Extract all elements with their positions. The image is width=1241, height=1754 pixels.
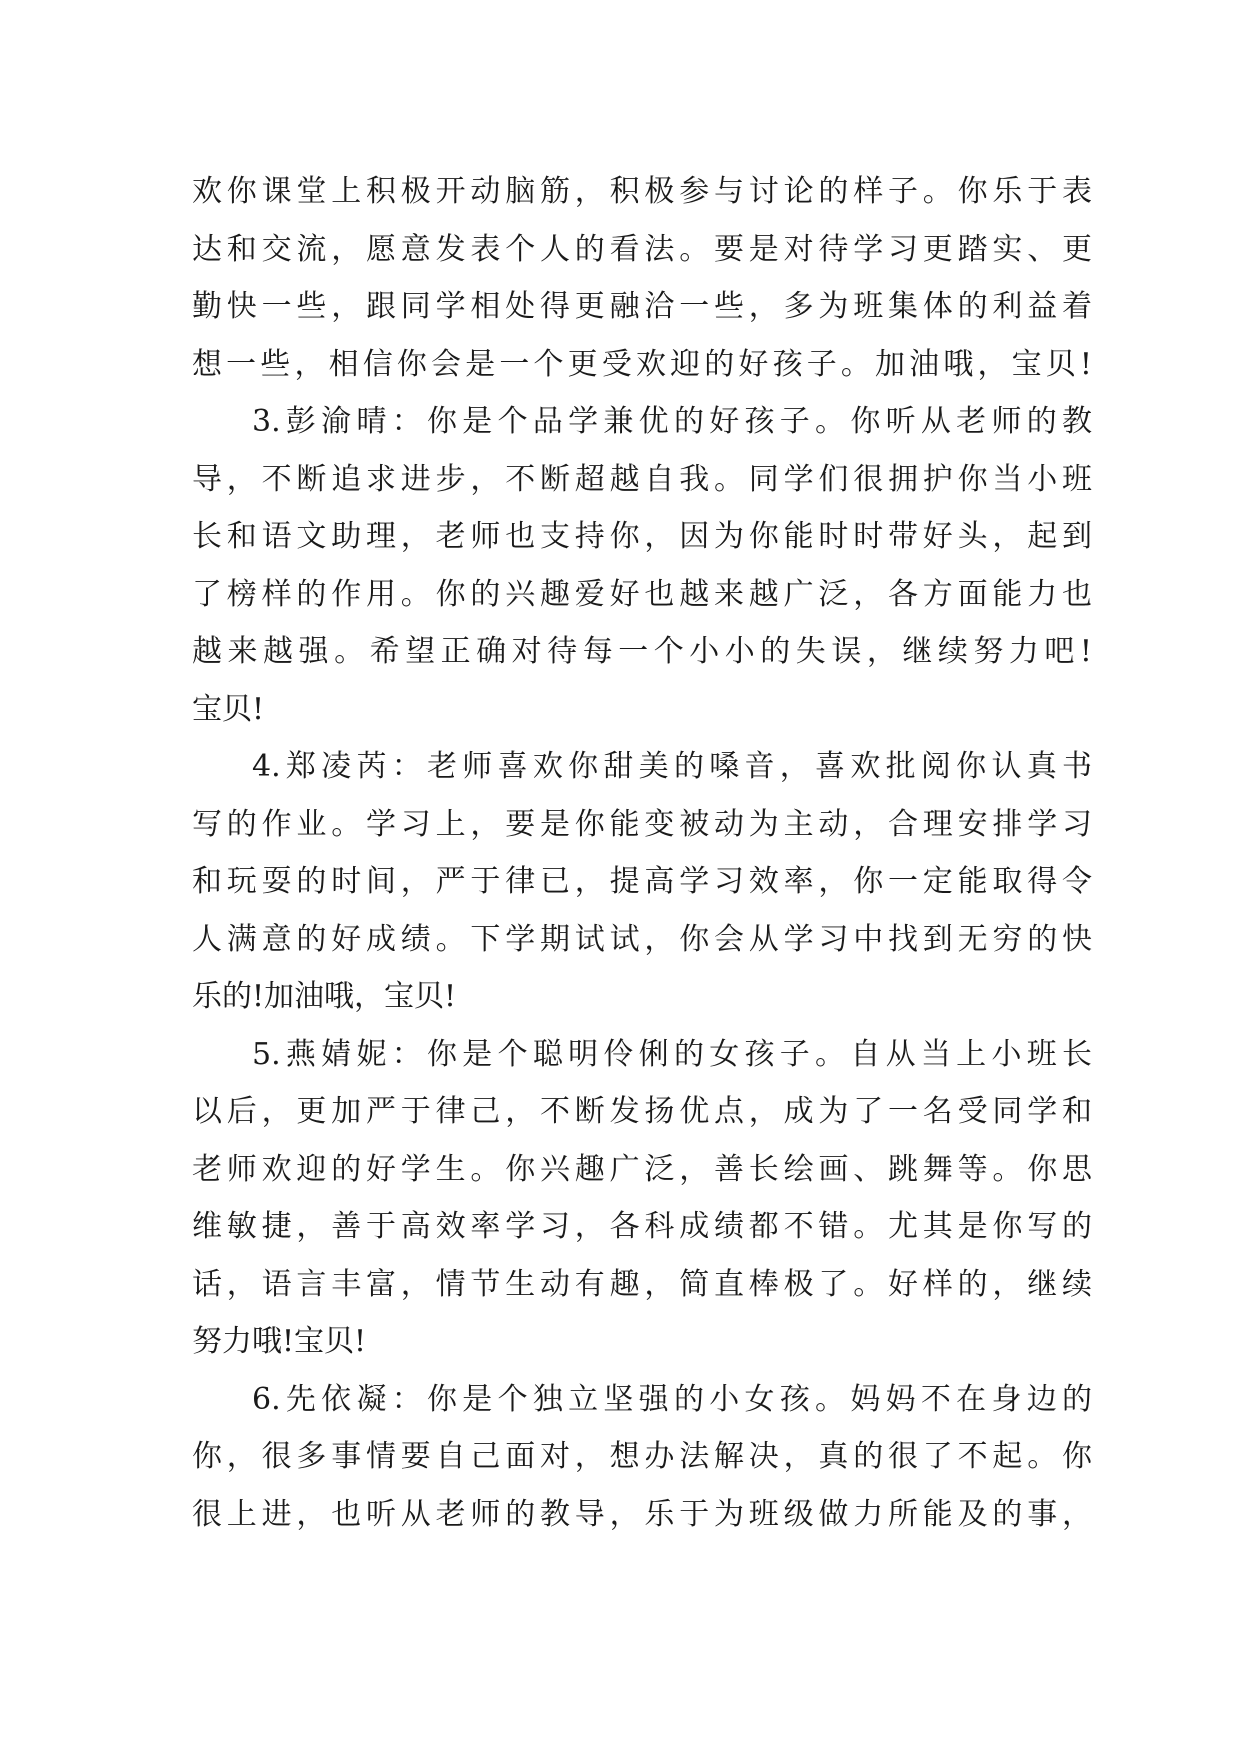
text-line: 努力哦!宝贝!	[192, 1324, 367, 1359]
text-line: 达和交流，愿意发表个人的看法。要是对待学习更踏实、更	[192, 231, 1092, 267]
paragraph-4-first-line: 4.郑凌芮：老师喜欢你甜美的嗓音，喜欢批阅你认真书	[252, 749, 1092, 784]
text-line: 越来越强。希望正确对待每一个小小的失误，继续努力吧!	[192, 634, 1092, 669]
text-line: 老师欢迎的好学生。你兴趣广泛，善长绘画、跳舞等。你思	[192, 1151, 1092, 1187]
text-line: 和玩耍的时间，严于律已，提高学习效率，你一定能取得令	[192, 864, 1092, 899]
document-body	[192, 163, 1092, 1543]
text-line: 想一些，相信你会是一个更受欢迎的好孩子。加油哦，宝贝!	[192, 346, 1092, 382]
text-line: 宝贝!	[192, 691, 265, 727]
text-line: 你，很多事情要自己面对，想办法解决，真的很了不起。你	[192, 1439, 1092, 1474]
text-line: 维敏捷，善于高效率学习，各科成绩都不错。尤其是你写的	[192, 1209, 1092, 1244]
text-line: 欢你课堂上积极开动脑筋，积极参与讨论的样子。你乐于表	[192, 174, 1092, 209]
text-line: 了榜样的作用。你的兴趣爱好也越来越广泛，各方面能力也	[192, 576, 1092, 612]
text-line: 导，不断追求进步，不断超越自我。同学们很拥护你当小班	[192, 461, 1092, 497]
paragraph-5-first-line: 5.燕婧妮：你是个聪明伶俐的女孩子。自从当上小班长	[252, 1036, 1092, 1072]
text-line: 人满意的好成绩。下学期试试，你会从学习中找到无穷的快	[192, 921, 1092, 957]
text-line: 以后，更加严于律己，不断发扬优点，成为了一名受同学和	[192, 1094, 1092, 1129]
text-line: 勤快一些，跟同学相处得更融洽一些，多为班集体的利益着	[192, 289, 1092, 324]
text-line: 很上进，也听从老师的教导，乐于为班级做力所能及的事，	[192, 1496, 1092, 1532]
text-line: 长和语文助理，老师也支持你，因为你能时时带好头，起到	[192, 519, 1092, 554]
text-line: 话，语言丰富，情节生动有趣，简直棒极了。好样的，继续	[192, 1266, 1092, 1302]
paragraph-3-first-line: 3.彭渝晴：你是个品学兼优的好孩子。你听从老师的教	[252, 404, 1092, 439]
paragraph-6-first-line: 6.先依凝：你是个独立坚强的小女孩。妈妈不在身边的	[252, 1381, 1092, 1417]
text-line: 写的作业。学习上，要是你能变被动为主动，合理安排学习	[192, 806, 1092, 842]
text-line: 乐的!加油哦，宝贝!	[192, 979, 457, 1014]
